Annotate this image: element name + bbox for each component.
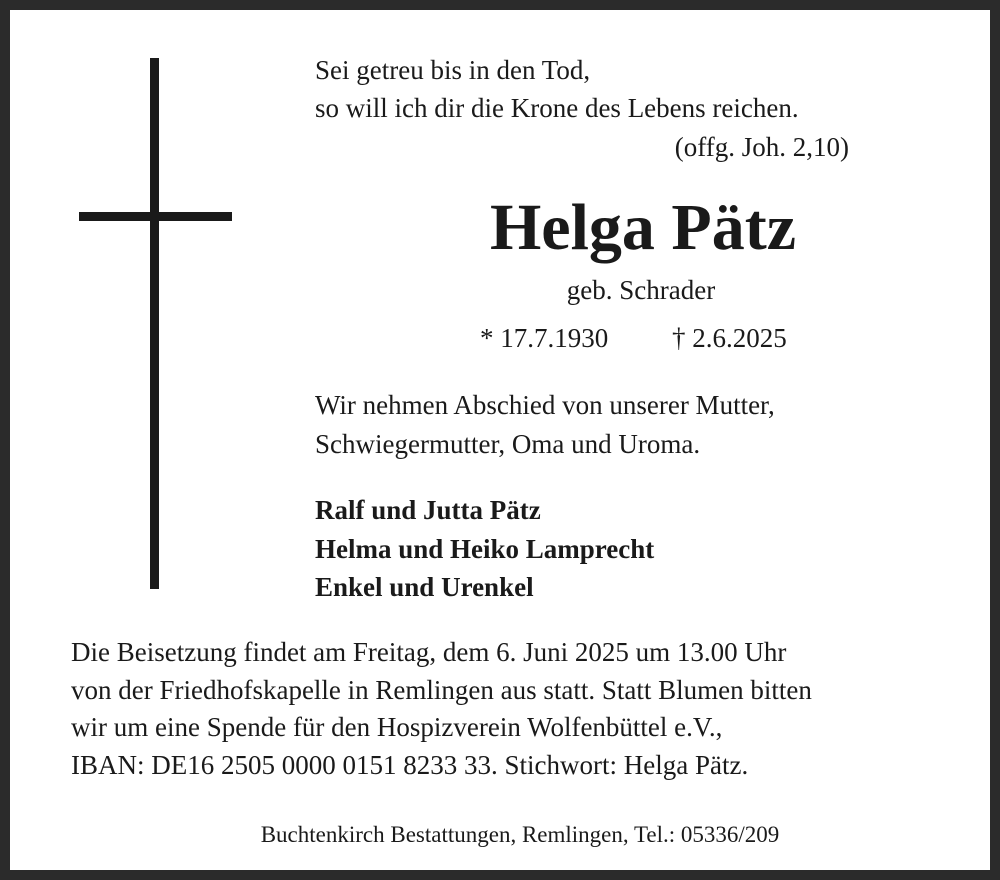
verse-reference: (offg. Joh. 2,10) [674,132,849,162]
funeral-notice [71,634,812,784]
verse-line-1: Sei getreu bis in den Tod, [315,55,591,85]
verse-line-2: so will ich dir die Krone des Lebens reichen. [315,93,799,123]
maiden-name: geb. Schrader [566,275,716,305]
birth-date: * 17.7.1930 [480,323,609,353]
mourner-1: Ralf und Jutta Pätz [315,495,541,525]
deceased-name: Helga Pätz [489,191,797,264]
funeral-line-2: von der Friedhofskapelle in Remlingen aus statt. Statt Blumen bitten [71,674,812,705]
undertaker-info: Buchtenkirch Bestattungen, Remlingen, Tel.: 05336/209 [260,822,780,847]
mourner-3: Enkel und Urenkel [315,572,534,602]
mourner-2: Helma und Heiko Lamprecht [315,534,655,564]
farewell-line-1: Wir nehmen Abschied von unserer Mutter, [315,390,775,420]
cross-icon-vertical-beam [150,58,159,589]
funeral-line-3: wir um eine Spende für den Hospizverein Wolfenbüttel e.V., [71,712,723,742]
funeral-line-1: Die Beisetzung findet am Freitag, dem 6. Juni 2025 um 13.00 Uhr [71,637,787,667]
farewell-line-2: Schwiegermutter, Oma und Uroma. [315,429,701,459]
funeral-line-4: IBAN: DE16 2505 0000 0151 8233 33. Stichwort: Helga Pätz. [71,749,749,780]
death-date: † 2.6.2025 [672,323,787,353]
